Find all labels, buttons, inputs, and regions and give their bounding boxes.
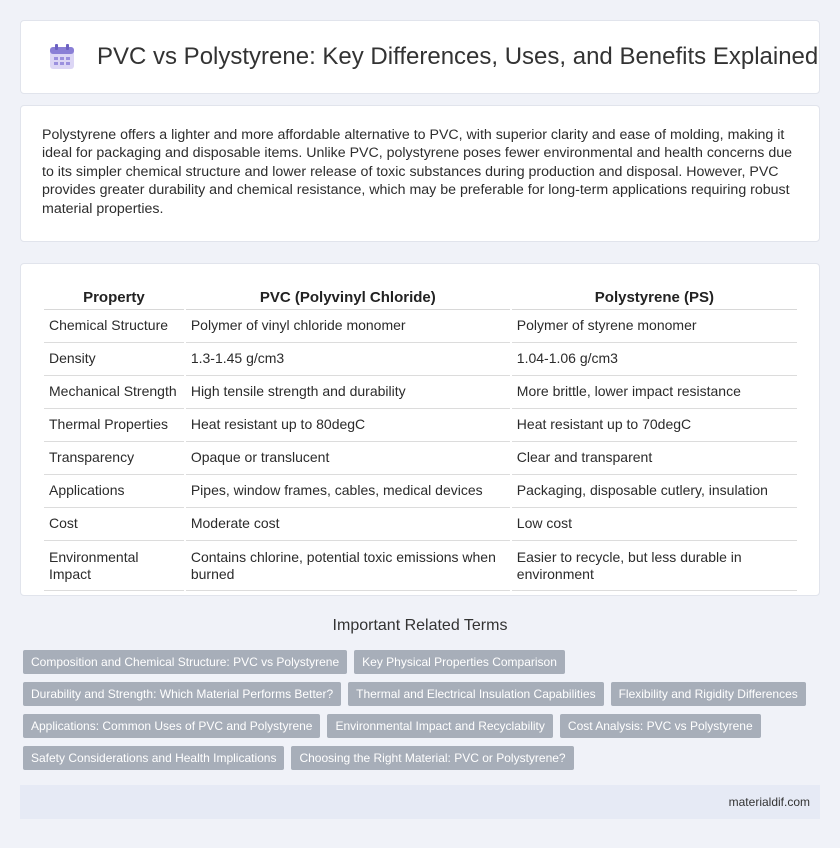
ps-cell: Easier to recycle, but less durable in environment [512,541,797,591]
page-title: PVC vs Polystyrene: Key Differences, Uses, and Benefits Explained [97,43,819,70]
pvc-cell: Contains chlorine, potential toxic emissions when burned [186,541,510,591]
table-row [44,343,797,376]
footer [20,785,820,819]
intro-card [20,105,820,242]
table-row [44,442,797,475]
pvc-cell: Pipes, window frames, cables, medical devices [186,475,510,508]
table-row [44,541,797,591]
comparison-table-card [20,263,820,596]
property-cell: Cost [44,508,184,541]
pvc-cell: Moderate cost [186,508,510,541]
ps-cell: Polymer of styrene monomer [512,310,797,343]
property-cell: Applications [44,475,184,508]
ps-cell: Low cost [512,508,797,541]
related-term-tag[interactable]: Composition and Chemical Structure: PVC vs Polystyrene [23,650,347,674]
property-cell: Density [44,343,184,376]
property-cell: Environmental Impact [44,541,184,591]
ps-cell: Clear and transparent [512,442,797,475]
property-cell: Mechanical Strength [44,376,184,409]
comparison-table [42,284,799,591]
ps-cell: Packaging, disposable cutlery, insulation [512,475,797,508]
table-header-row [44,284,797,310]
related-terms-title: Important Related Terms [332,617,508,634]
tag-row [23,650,823,674]
property-cell: Transparency [44,442,184,475]
table-row [44,310,797,343]
footer-site-link[interactable]: materialdif.com [728,795,810,809]
property-cell: Thermal Properties [44,409,184,442]
related-term-tag[interactable]: Cost Analysis: PVC vs Polystyrene [560,714,761,738]
calendar-icon [47,42,77,72]
related-term-tag[interactable]: Durability and Strength: Which Material Performs Better? [23,682,341,706]
pvc-cell: Heat resistant up to 80degC [186,409,510,442]
ps-cell: More brittle, lower impact resistance [512,376,797,409]
pvc-cell: Polymer of vinyl chloride monomer [186,310,510,343]
header-property: Property [44,284,184,310]
table-row [44,475,797,508]
related-term-tag[interactable]: Flexibility and Rigidity Differences [611,682,806,706]
pvc-cell: 1.3-1.45 g/cm3 [186,343,510,376]
ps-cell: 1.04-1.06 g/cm3 [512,343,797,376]
related-term-tag[interactable]: Environmental Impact and Recyclability [327,714,552,738]
ps-cell: Heat resistant up to 70degC [512,409,797,442]
tag-row [23,746,823,770]
related-term-tag[interactable]: Thermal and Electrical Insulation Capabilities [348,682,603,706]
related-terms-list [23,650,823,778]
pvc-cell: Opaque or translucent [186,442,510,475]
table-row [44,376,797,409]
related-term-tag[interactable]: Applications: Common Uses of PVC and Polystyrene [23,714,320,738]
tag-row [23,682,823,706]
header-polystyrene: Polystyrene (PS) [512,284,797,310]
header-pvc: PVC (Polyvinyl Chloride) [186,284,510,310]
related-term-tag[interactable]: Choosing the Right Material: PVC or Polystyrene? [291,746,573,770]
header-card [20,20,820,94]
related-term-tag[interactable]: Safety Considerations and Health Implications [23,746,284,770]
table-row [44,508,797,541]
table-row [44,409,797,442]
tag-row [23,714,823,738]
related-term-tag[interactable]: Key Physical Properties Comparison [354,650,565,674]
intro-paragraph: Polystyrene offers a lighter and more affordable alternative to PVC, with superior clarity and ease of molding, making it ideal for packaging and disposable items. Unlike PVC, polystyrene poses fewer environmental and health concerns due to its simpler chemical structure and lower release of toxic substances during production and disposal. However, PVC provides greater durability and chemical resistance, which may be preferable for long-term applications requiring robust material properties. [42,127,793,217]
property-cell: Chemical Structure [44,310,184,343]
pvc-cell: High tensile strength and durability [186,376,510,409]
